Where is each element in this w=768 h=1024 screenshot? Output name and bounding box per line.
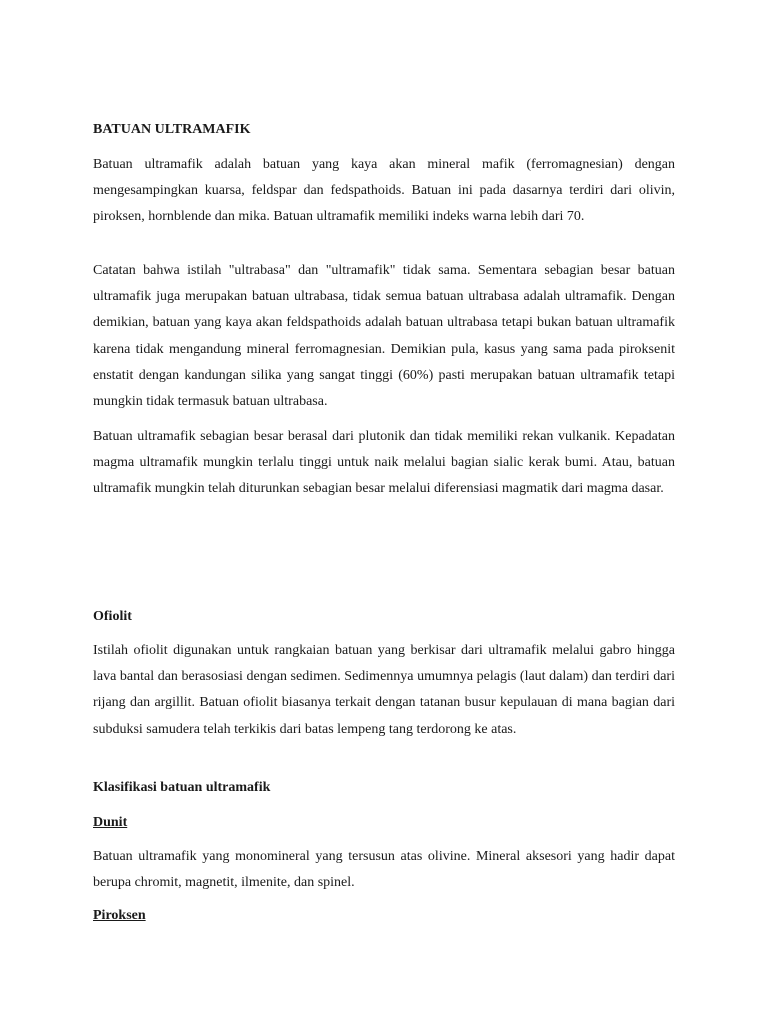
paragraph-plutonik-origin: Batuan ultramafik sebagian besar berasal dari plutonik dan tidak memiliki rekan vulkanik. Kepadatan magma ultramafik mungkin terlalu tinggi untuk naik melalui bagian sialic kerak bumi. Atau, batuan ultramafik mungkin telah diturunkan sebagian besar melalui diferensiasi magmatik dari magma dasar. [93,429,675,497]
paragraph-dunit: Batuan ultramafik yang monomineral yang tersusun atas olivine. Mineral aksesori yang hadir dapat berupa chromit, magnetit, ilmenite, dan spinel. [93,849,675,891]
paragraph-ofiolit: Istilah ofiolit digunakan untuk rangkaian batuan yang berkisar dari ultramafik melalui gabro hingga lava bantal dan berasosiasi dengan sedimen. Sedimennya umumnya pelagis (laut dalam) dan terdiri dari rijang dan argillit. Batuan ofiolit biasanya terkait dengan tatanan busur kepulauan di mana bagian dari subduksi samudera telah terkikis dari batas lempeng tang terdorong ke atas. [93,643,675,737]
subsection-title-piroksen: Piroksen [93,908,146,923]
section-title-batuan-ultramafik: BATUAN ULTRAMAFIK [93,122,251,137]
document-page [93,0,675,1024]
subsection-title-dunit: Dunit [93,815,128,830]
paragraph-ultrabasa-note: Catatan bahwa istilah "ultrabasa" dan "ultramafik" tidak sama. Sementara sebagian besar batuan ultramafik juga merupakan batuan ultrabasa, tidak semua batuan ultrabasa adalah ultramafik. Dengan demikian, batuan yang kaya akan feldspathoids adalah batuan ultrabasa tetapi bukan batuan ultramafik karena tidak mengandung mineral ferromagnesian. Demikian pula, kasus yang sama pada piroksenit enstatit dengan kandungan silika yang sangat tinggi (60%) pasti merupakan batuan ultramafik tetapi mungkin tidak termasuk batuan ultrabasa. [93,263,675,410]
section-title-klasifikasi: Klasifikasi batuan ultramafik [93,780,271,795]
section-title-ofiolit: Ofiolit [93,609,132,624]
paragraph-ultramafik-definition: Batuan ultramafik adalah batuan yang kaya akan mineral mafik (ferromagnesian) dengan mengesampingkan kuarsa, feldspar dan fedspathoids. Batuan ini pada dasarnya terdiri dari olivin, piroksen, hornblende dan mika. Batuan ultramafik memiliki indeks warna lebih dari 70. [93,157,675,225]
